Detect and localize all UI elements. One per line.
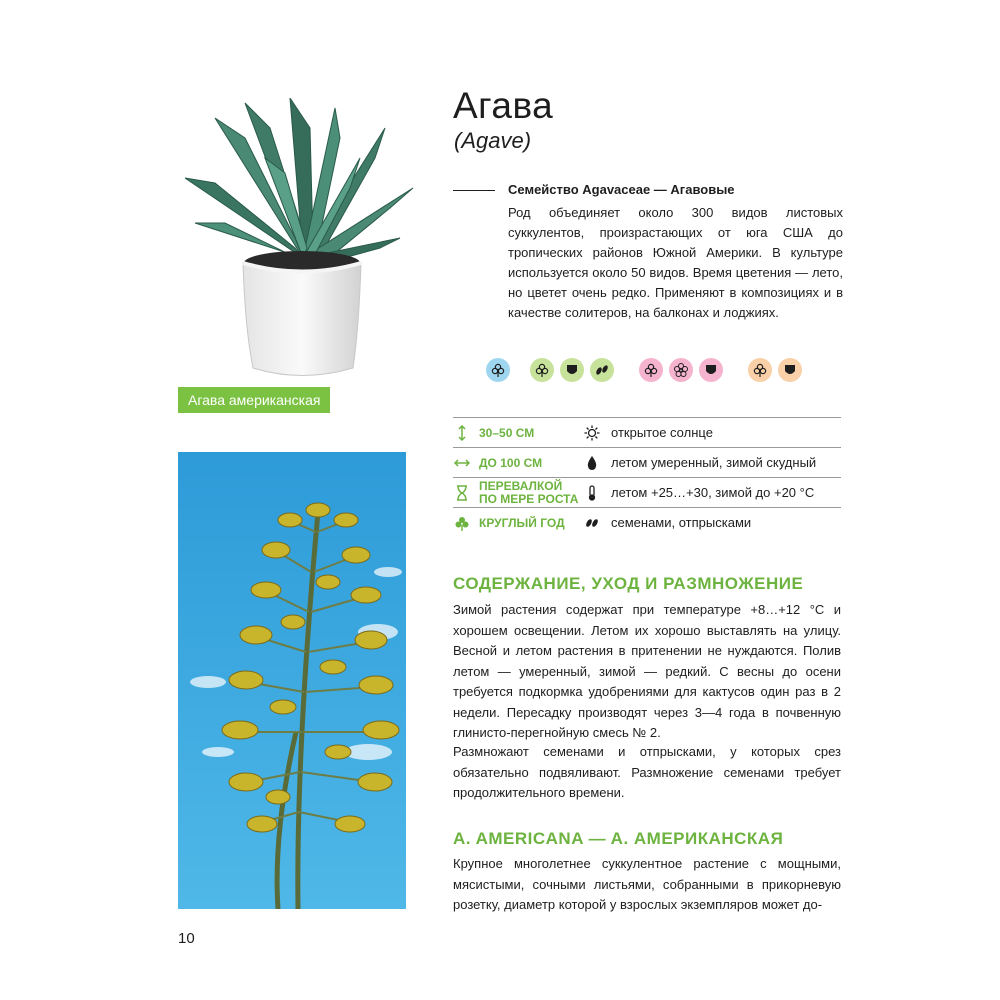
sun-icon xyxy=(583,424,601,442)
clover-icon xyxy=(748,358,772,382)
spec-row xyxy=(453,448,841,477)
spec-row xyxy=(453,478,841,507)
thermometer-icon xyxy=(583,484,601,502)
spec-width: ДО 100 СМ xyxy=(479,455,543,470)
leaf-icon xyxy=(699,358,723,382)
hourglass-icon xyxy=(453,484,471,502)
drop-icon xyxy=(583,454,601,472)
species-heading: A. AMERICANA — A. АМЕРИКАНСКАЯ xyxy=(453,829,784,848)
species-paragraph: Крупное многолетнее суккулентное растение с мощными, мясистыми, сочными листьями, собранными в прикорневую розетку, диаметр которой у взрослых экземпляров может до- xyxy=(453,856,841,912)
clover-icon xyxy=(453,514,471,532)
intro-paragraph: Род объединяет около 300 видов листовых суккулентов, произрастающих от юга США до тропических районов Южной Америки. В культуре используется около 50 видов. Время цветения — лето, но цветет очень редко. Применяют в композициях и в качестве солитеров, на балконах и лоджиях. xyxy=(508,205,843,320)
spec-transplant: ПЕРЕВАЛКОЙ ПО МЕРЕ РОСТА xyxy=(479,478,579,506)
potted-agave-image xyxy=(185,98,420,380)
latin-name: (Agave) xyxy=(454,128,532,153)
page-number: 10 xyxy=(178,930,195,947)
spec-propagation: семенами, отпрысками xyxy=(611,515,752,530)
page-title: Агава xyxy=(453,85,554,126)
agave-flower-photo xyxy=(178,452,406,909)
width-arrow-icon xyxy=(453,454,471,472)
height-arrow-icon xyxy=(453,424,471,442)
propagation-paragraph: Размножают семенами и отпрысками, у которых срез обязательно подвяливают. Размножение семенами требует продолжительного времени. xyxy=(453,744,841,800)
clover-icon xyxy=(530,358,554,382)
spec-row xyxy=(453,508,841,537)
spec-temperature: летом +25…+30, зимой до +20 °C xyxy=(611,485,815,500)
spec-watering: летом умеренный, зимой скудный xyxy=(611,455,817,470)
leaf-icon xyxy=(778,358,802,382)
spec-height: 30–50 СМ xyxy=(479,425,535,440)
flower-icon xyxy=(669,358,693,382)
seeds-icon xyxy=(583,514,601,532)
family-rule xyxy=(453,190,495,191)
clover-icon xyxy=(486,358,510,382)
family-line: Семейство Agavaceae — Агавовые xyxy=(508,182,735,197)
photo-caption: Агава американская xyxy=(178,387,330,413)
care-paragraph: Зимой растения содержат при температуре +8…+12 °C и хорошем освещении. Летом их хорошо выставлять на улицу. Весной и летом растения в притенении не нуждаются. Полив летом — умеренный, зимой — редкий. С весны до осени требуется подкормка удобрениями для кактусов один раз в 2 недели. Пересадку производят через 3—4 года в почвенную глинисто-перегнойную смесь № 2. xyxy=(453,602,841,740)
care-heading: СОДЕРЖАНИЕ, УХОД И РАЗМНОЖЕНИЕ xyxy=(453,574,804,593)
seeds-icon xyxy=(590,358,614,382)
spec-row xyxy=(453,418,841,447)
leaf-icon xyxy=(560,358,584,382)
spec-light: открытое солнце xyxy=(611,425,713,440)
clover-icon xyxy=(639,358,663,382)
spec-season: КРУГЛЫЙ ГОД xyxy=(479,515,565,530)
